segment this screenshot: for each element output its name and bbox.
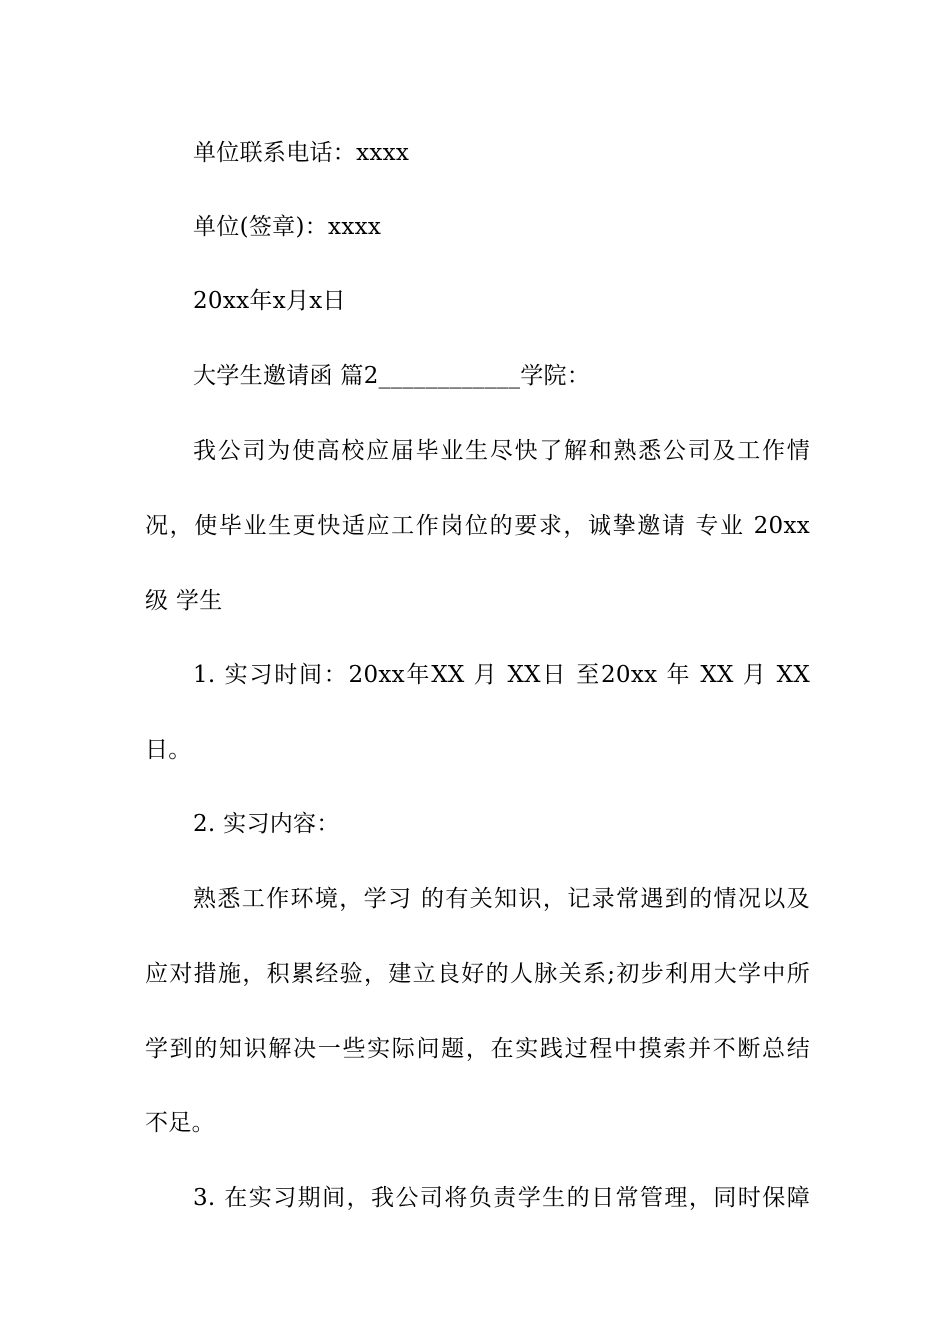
paragraph-2-line-3: 学到的知识解决一些实际问题，在实践过程中摸索并不断总结: [145, 1036, 810, 1062]
item-2-heading: 2. 实习内容：: [193, 811, 340, 837]
paragraph-1-line-1: 我公司为使高校应届毕业生尽快了解和熟悉公司及工作情: [193, 438, 810, 464]
invitation-heading: 大学生邀请函 篇2____________学院：: [193, 363, 591, 389]
contact-phone-line: 单位联系电话：xxxx: [193, 140, 410, 166]
date-line: 20xx年x月x日: [193, 288, 346, 314]
paragraph-1-line-2: 况，使毕业生更快适应工作岗位的要求，诚挚邀请 专业 20xx: [145, 513, 810, 539]
paragraph-1-line-3: 级 学生: [145, 588, 223, 614]
item-1-line-1: 1. 实习时间：20xx年XX 月 XX日 至20xx 年 XX 月 XX: [193, 662, 810, 688]
item-3-line-1: 3. 在实习期间，我公司将负责学生的日常管理，同时保障: [193, 1185, 810, 1211]
paragraph-2-line-4: 不足。: [145, 1110, 215, 1136]
seal-line: 单位(签章)：xxxx: [193, 214, 382, 240]
paragraph-2-line-1: 熟悉工作环境，学习 的有关知识，记录常遇到的情况以及: [193, 886, 810, 912]
paragraph-2-line-2: 应对措施，积累经验，建立良好的人脉关系;初步利用大学中所: [145, 961, 810, 987]
item-1-line-2: 日。: [145, 737, 192, 763]
